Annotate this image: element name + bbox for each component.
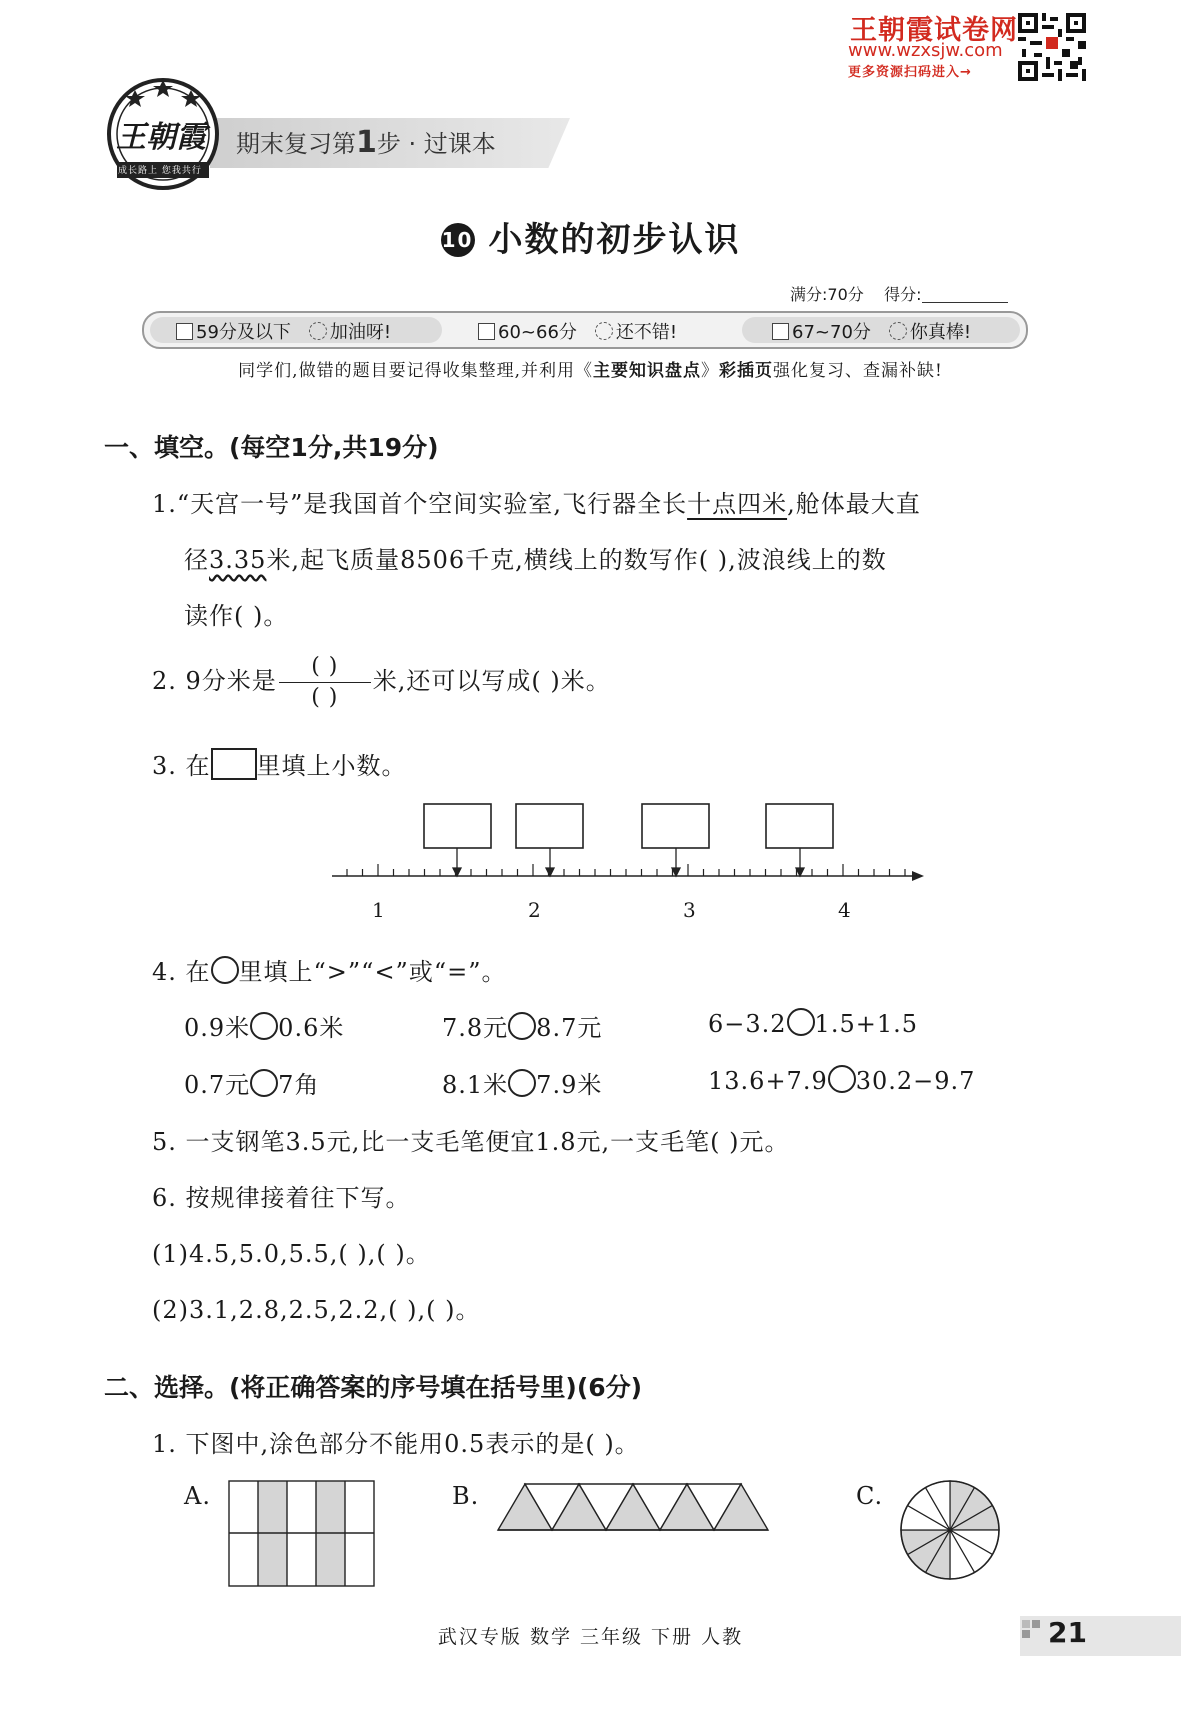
- smiley-icon: [595, 322, 613, 340]
- logo-motto: 成长路上 您我共行: [118, 166, 202, 176]
- q6-sub2: (2)3.1,2.8,2.5,2.2,( ),( )。: [152, 1296, 481, 1324]
- compare-item: [442, 1065, 602, 1100]
- grade-item: [176, 318, 391, 344]
- brand-url[interactable]: www.wzxsjw.com: [848, 40, 1003, 61]
- q5: 5. 一支钢笔3.5元,比一支毛笔便宜1.8元,一支毛笔( )元。: [152, 1128, 790, 1156]
- axis-label: 3: [683, 898, 697, 922]
- q1-line1: [152, 484, 921, 519]
- compare-item: [708, 1008, 918, 1038]
- circle-icon: [211, 956, 239, 984]
- checkbox-icon[interactable]: [176, 323, 193, 340]
- grade-item: [478, 318, 677, 344]
- axis-label: 2: [528, 898, 542, 922]
- compare-right: 7角: [278, 1071, 320, 1099]
- tip-bold: 主要知识盘点: [592, 361, 701, 381]
- compare-left: 8.1米: [442, 1071, 509, 1099]
- compare-circle[interactable]: [508, 1069, 536, 1097]
- option-a-figure[interactable]: [228, 1480, 376, 1588]
- axis-label: 1: [372, 898, 386, 922]
- got-score-label: 得分:: [884, 285, 922, 304]
- option-c-figure[interactable]: [898, 1478, 1002, 1582]
- answer-box[interactable]: [642, 804, 709, 848]
- tip-text: 强化复习、查漏补缺!: [772, 361, 943, 381]
- grade-range: 67~70分: [792, 322, 871, 343]
- option-label-a[interactable]: A.: [184, 1482, 211, 1510]
- q1-text: 米,起飞质量8506千克,横线上的数写作( ),波浪线上的数: [266, 546, 887, 574]
- grade-comment: 还不错!: [615, 322, 678, 343]
- answer-box[interactable]: [516, 804, 583, 848]
- footer-text: 武汉专版 数学 三年级 下册 人教: [437, 1626, 744, 1648]
- answer-box[interactable]: [766, 804, 833, 848]
- q1-underlined: 十点四米: [687, 490, 788, 518]
- qr-code-icon[interactable]: [1018, 13, 1086, 81]
- compare-left: 6−3.2: [708, 1010, 787, 1038]
- compare-right: 1.5+1.5: [814, 1010, 918, 1038]
- section-2-title: 二、选择。(将正确答案的序号填在括号里)(6分): [104, 1373, 643, 1402]
- q1-text: ,舱体最大直: [787, 490, 921, 518]
- brand-title: 王朝霞试卷网: [850, 15, 1018, 46]
- option-b-figure[interactable]: [496, 1482, 778, 1532]
- q1-text: 径: [184, 546, 209, 574]
- q2-text: 2. 9分米是: [152, 667, 277, 695]
- compare-left: 0.7元: [184, 1071, 251, 1099]
- grade-comment: 加油呀!: [329, 322, 392, 343]
- grade-item: [772, 318, 971, 344]
- answer-box-icon: [211, 748, 257, 780]
- tip-text: 同学们,做错的题目要记得收集整理,并利用《: [238, 361, 593, 381]
- q1-text: 1.“天宫一号”是我国首个空间实验室,飞行器全长: [152, 490, 688, 518]
- compare-left: 7.8元: [442, 1014, 509, 1042]
- compare-item: [708, 1065, 975, 1095]
- compare-item: [442, 1008, 602, 1043]
- compare-left: 0.9米: [184, 1014, 251, 1042]
- banner-text: [236, 124, 496, 160]
- q6-sub1: (1)4.5,5.0,5.5,( ),( )。: [152, 1240, 431, 1268]
- section-1-title: 一、填空。(每空1分,共19分): [104, 433, 439, 462]
- compare-right: 8.7元: [536, 1014, 603, 1042]
- q6-title: 6. 按规律接着往下写。: [152, 1184, 411, 1212]
- banner-step: 1: [356, 125, 377, 160]
- full-score: 满分:70分: [790, 285, 864, 304]
- q4-text: 4. 在: [152, 958, 211, 986]
- q2-fraction[interactable]: [279, 652, 371, 713]
- q1-line3: 读作( )。: [184, 602, 289, 630]
- compare-circle[interactable]: [787, 1008, 815, 1036]
- score-area: [790, 282, 1008, 305]
- compare-circle[interactable]: [250, 1012, 278, 1040]
- q1-wavy: 3.35: [209, 546, 267, 574]
- compare-right: 0.6米: [278, 1014, 345, 1042]
- logo-name: 王朝霞: [116, 120, 206, 155]
- fraction-numerator[interactable]: ( ): [311, 654, 339, 679]
- q2: [152, 652, 611, 713]
- page-number: 21: [1048, 1616, 1087, 1649]
- compare-circle[interactable]: [250, 1069, 278, 1097]
- score-blank[interactable]: [922, 286, 1008, 303]
- grade-range: 60~66分: [498, 322, 577, 343]
- compare-item: [184, 1065, 319, 1100]
- s2-q1: 1. 下图中,涂色部分不能用0.5表示的是( )。: [152, 1430, 640, 1458]
- compare-circle[interactable]: [828, 1065, 856, 1093]
- compare-item: [184, 1008, 344, 1043]
- compare-circle[interactable]: [508, 1012, 536, 1040]
- q4-text: 里填上“>”“<”或“=”。: [238, 958, 507, 986]
- axis-label: 4: [838, 898, 852, 922]
- option-label-b[interactable]: B.: [452, 1482, 480, 1510]
- smiley-icon: [889, 322, 907, 340]
- compare-left: 13.6+7.9: [708, 1067, 828, 1095]
- page-number-box: [1020, 1616, 1181, 1656]
- fraction-denominator[interactable]: ( ): [311, 685, 339, 710]
- brand-scan-hint: 更多资源扫码进入→: [848, 65, 972, 80]
- study-tip: [0, 356, 1181, 381]
- banner-prefix: 期末复习第: [236, 130, 356, 158]
- compare-right: 7.9米: [536, 1071, 603, 1099]
- tip-bold: 彩插页: [718, 361, 773, 381]
- page-title: [0, 212, 1181, 261]
- grade-bar: [142, 311, 1028, 349]
- corner-mark-icon: [1022, 1620, 1040, 1638]
- grade-range: 59分及以下: [196, 322, 291, 343]
- q1-line2: [184, 540, 887, 575]
- q3-text: 3. 在: [152, 752, 211, 780]
- checkbox-icon[interactable]: [478, 323, 495, 340]
- compare-right: 30.2−9.7: [855, 1067, 976, 1095]
- checkbox-icon[interactable]: [772, 323, 789, 340]
- q4: [152, 952, 506, 987]
- smiley-icon: [309, 322, 327, 340]
- lesson-number-badge: 10: [441, 223, 475, 257]
- banner-suffix: 步 · 过课本: [376, 130, 496, 158]
- grade-comment: 你真棒!: [909, 322, 972, 343]
- lesson-title: 小数的初步认识: [488, 220, 741, 260]
- option-label-c[interactable]: C.: [856, 1482, 884, 1510]
- q3: [152, 746, 407, 781]
- answer-box[interactable]: [424, 804, 491, 848]
- tip-text: 》: [700, 361, 719, 381]
- q2-text: 米,还可以写成( )米。: [372, 667, 611, 695]
- q3-text: 里填上小数。: [256, 752, 407, 780]
